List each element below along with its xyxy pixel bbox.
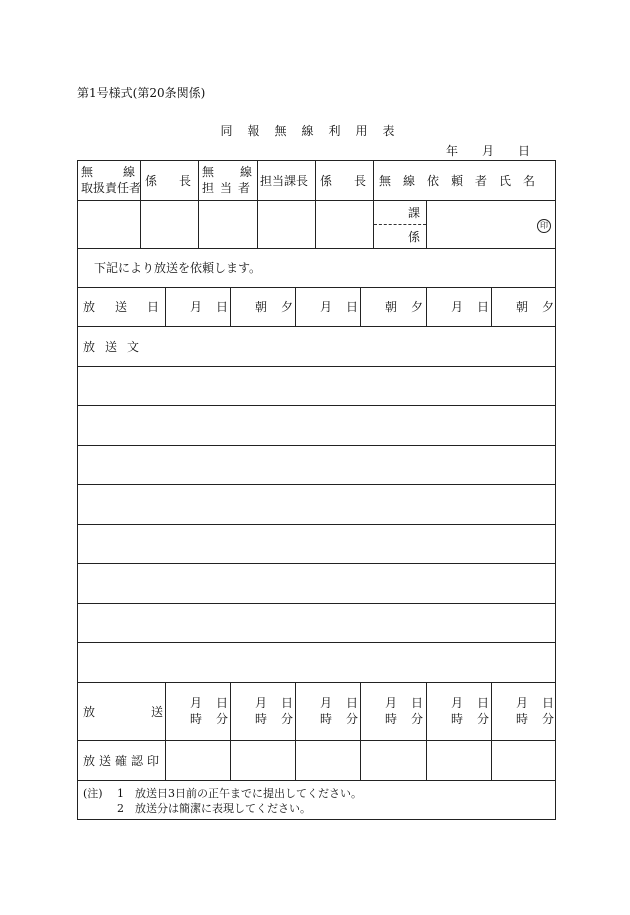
date-line: 年月日 (446, 144, 555, 158)
row-line (77, 740, 556, 741)
date-month-day-1: 月日 (190, 300, 243, 314)
header-cell-section-chief-2: 係長 (320, 174, 389, 188)
row-line (77, 405, 556, 406)
row-line (77, 287, 556, 288)
time-month-day: 月日 (385, 696, 438, 710)
header-cell-radio-manager-line2: 取扱責任者 (81, 181, 142, 195)
note-number-1: 1 (117, 787, 124, 800)
date-am-pm-1: 朝夕 (255, 300, 308, 314)
row-line (77, 780, 556, 781)
confirmation-seal-label: 放送確認印 (83, 754, 164, 768)
row-line (77, 326, 556, 327)
header-cell-requester-name: 無線依頼者氏名 (379, 174, 548, 188)
row-line (77, 682, 556, 683)
row-line (77, 642, 556, 643)
row-line (77, 366, 556, 367)
dept-label: 課 (408, 206, 421, 220)
time-hour-minute: 時分 (516, 712, 569, 726)
col-line (165, 682, 166, 780)
row-line (77, 563, 556, 564)
time-hour-minute: 時分 (385, 712, 438, 726)
broadcast-request-form (77, 160, 569, 820)
time-month-day: 月日 (320, 696, 373, 710)
time-hour-minute: 時分 (320, 712, 373, 726)
time-hour-minute: 時分 (255, 712, 308, 726)
date-am-pm-3: 朝夕 (516, 300, 569, 314)
row-line (77, 524, 556, 525)
time-hour-minute: 時分 (190, 712, 243, 726)
section-label: 係 (408, 230, 421, 244)
row-line (77, 484, 556, 485)
date-am-pm-2: 朝夕 (385, 300, 438, 314)
header-cell-radio-operator-line1: 無線 (202, 165, 279, 179)
dept-section-divider (374, 224, 426, 225)
form-border-top (77, 160, 556, 161)
broadcast-date-label: 放送日 (83, 300, 180, 314)
form-border-left (77, 160, 78, 820)
broadcast-time-label: 放送 (83, 705, 220, 719)
header-cell-radio-manager-line1 (81, 165, 166, 179)
row-line (77, 200, 556, 201)
col-line (315, 160, 316, 248)
request-sentence: 下記により放送を依頼します。 (94, 261, 262, 275)
form-border-bottom (77, 819, 556, 820)
time-month-day: 月日 (255, 696, 308, 710)
header-cell-radio-operator-line2: 担当者 (202, 181, 257, 195)
time-month-day: 月日 (516, 696, 569, 710)
header-cell-section-chief-1: 係長 (145, 174, 214, 188)
note-text-2: 放送分は簡潔に表現してください。 (135, 802, 311, 815)
row-line (77, 248, 556, 249)
document-title: 同報無線利用表 (220, 124, 410, 138)
form-number: 第1号様式(第20条関係) (77, 86, 206, 100)
note-text-1: 放送日3日前の正午までに提出してください。 (135, 787, 362, 800)
row-line (77, 603, 556, 604)
time-hour-minute: 時分 (451, 712, 504, 726)
time-month-day: 月日 (190, 696, 243, 710)
note-number-2: 2 (117, 802, 124, 815)
date-month-day-3: 月日 (451, 300, 504, 314)
seal-icon: 印 (537, 219, 551, 233)
broadcast-text-label: 放送文 (83, 340, 150, 354)
notes-prefix: (注) (83, 787, 103, 800)
col-line (426, 200, 427, 248)
time-month-day: 月日 (451, 696, 504, 710)
date-month-day-2: 月日 (320, 300, 373, 314)
header-cell-division-manager: 担当課長 (260, 174, 309, 188)
row-line (77, 445, 556, 446)
header-cell-text: 無線 (81, 165, 166, 179)
